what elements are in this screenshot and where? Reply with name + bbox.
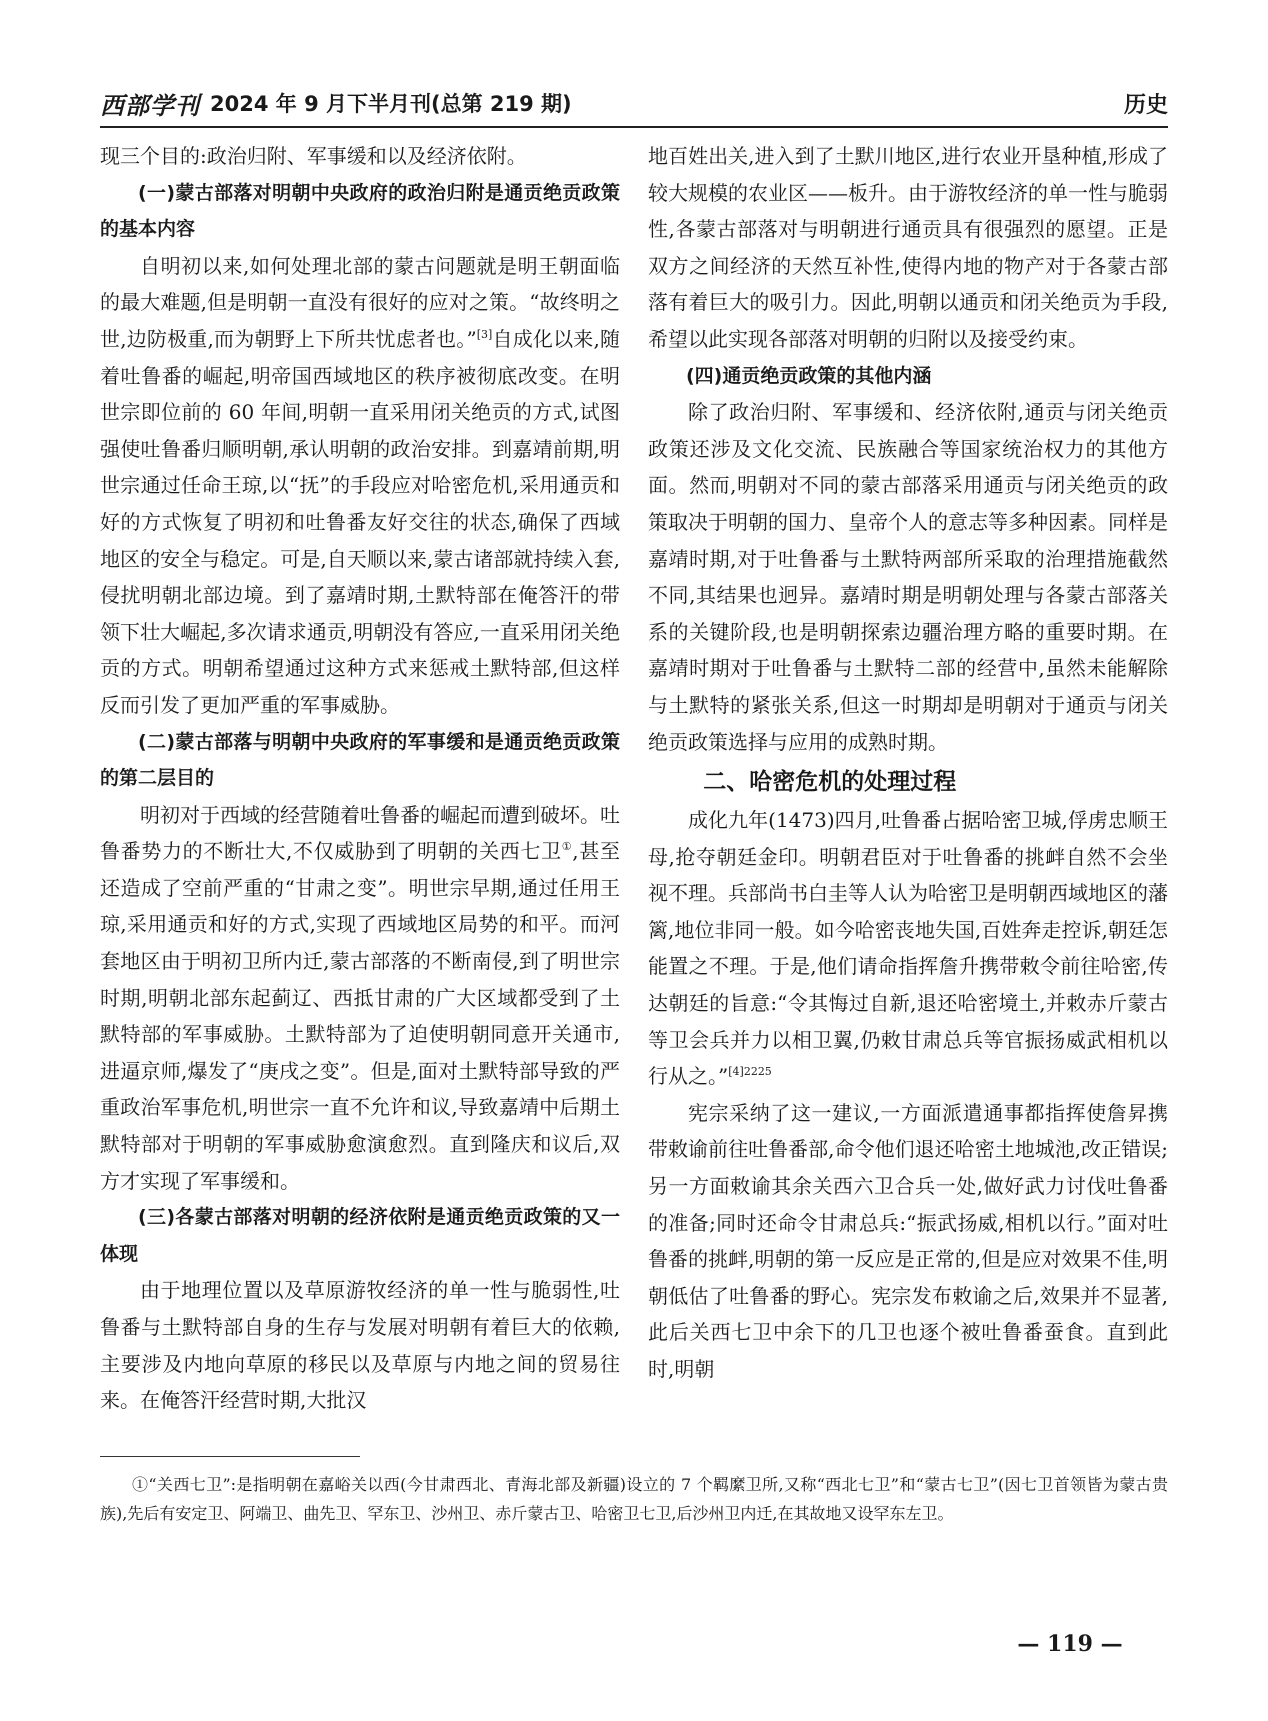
issue-info: 2024 年 9 月下半月刊(总第 219 期) — [210, 92, 572, 116]
journal-logo: 西部学刊 — [100, 91, 200, 120]
page-number: — 119 — — [1017, 1631, 1123, 1657]
paragraph-1 — [100, 248, 620, 724]
subsection-heading-2: (二)蒙古部落与明朝中央政府的军事缓和是通贡绝贡政策的第二层目的 — [100, 730, 620, 790]
footnote-divider — [100, 1456, 360, 1457]
header-divider — [100, 126, 1168, 128]
paragraph-2-part-a: 明初对于西域的经营随着吐鲁番的崛起而遭到破坏。吐鲁番势力的不断壮大,不仅威胁到了明朝的关西七卫 — [100, 802, 620, 864]
citation-ref-3: [3] — [476, 327, 493, 341]
paragraph-intro-continued: 现三个目的:政治归附、军事缓和以及经济依附。 — [100, 144, 527, 168]
paragraph-2 — [100, 797, 620, 1200]
paragraph-3-continued: 地百姓出关,进入到了土默川地区,进行农业开垦种植,形成了较大规模的农业区——板升。由于游牧经济的单一性与脆弱性,各蒙古部落对与明朝进行通贡具有很强烈的愿望。正是双方之间经济的天然互补性,使得内地的物产对于各蒙古部落有着巨大的吸引力。因此,明朝以通贡和闭关绝贡为手段,希望以此实现各部落对明朝的归附以及接受约束。 — [648, 144, 1168, 351]
paragraph-5-text: 成化九年(1473)四月,吐鲁番占据哈密卫城,俘虏忠顺王母,抢夺朝廷金印。明朝君臣对于吐鲁番的挑衅自然不会坐视不理。兵部尚书白圭等人认为哈密卫是明朝西域地区的藩篱,地位非同一般。如今哈密丧地失国,百姓奔走控诉,朝廷怎能置之不理。于是,他们请命指挥詹升携带敕令前往哈密,传达朝廷的旨意:“令其悔过自新,退还哈密境土,并敕赤斤蒙古等卫会兵并力以相卫翼,仍敕甘肃总兵等官振扬威武相机以行从之。” — [648, 808, 1168, 1089]
footnote-marker: ① — [561, 840, 573, 854]
paragraph-2-part-b: ,甚至还造成了空前严重的“甘肃之变”。明世宗早期,通过任用王琼,采用通贡和好的方式,实现了西域地区局势的和平。而河套地区由于明初卫所内迁,蒙古部落的不断南侵,到了明世宗时期,明朝北部东起蓟辽、西抵甘肃的广大区域都受到了土默特部的军事威胁。土默特部为了迫使明朝同意开关通市,进逼京师,爆发了“庚戌之变”。但是,面对土默特部导致的严重政治军事危机,明世宗一直不允许和议,导致嘉靖中后期土默特部对于明朝的军事威胁愈演愈烈。直到隆庆和议后,双方才实现了军事缓和。 — [100, 839, 620, 1193]
running-header — [100, 84, 1168, 124]
subsection-heading-4: (四)通贡绝贡政策的其他内涵 — [686, 364, 932, 387]
paragraph-3: 由于地理位置以及草原游牧经济的单一性与脆弱性,吐鲁番与土默特部自身的生存与发展对明朝有着巨大的依赖,主要涉及内地向草原的移民以及草原与内地之间的贸易往来。在俺答汗经营时期,大批汉 — [100, 1278, 620, 1413]
paragraph-4: 除了政治归附、军事缓和、经济依附,通贡与闭关绝贡政策还涉及文化交流、民族融合等国家统治权力的其他方面。然而,明朝对不同的蒙古部落采用通贡与闭关绝贡的政策取决于明朝的国力、皇帝个人的意志等多种因素。同样是嘉靖时期,对于吐鲁番与土默特两部所采取的治理措施截然不同,其结果也迥异。嘉靖时期是明朝处理与各蒙古部落关系的关键阶段,也是明朝探索边疆治理方略的重要时期。在嘉靖时期对于吐鲁番与土默特二部的经营中,虽然未能解除与土默特的紧张关系,但这一时期却是明朝对于通贡与闭关绝贡政策选择与应用的成熟时期。 — [648, 400, 1168, 754]
left-column — [100, 138, 620, 1419]
paragraph-1-part-b: 自成化以来,随着吐鲁番的崛起,明帝国西域地区的秩序被彻底改变。在明世宗即位前的 60 年间,明朝一直采用闭关绝贡的方式,试图强使吐鲁番归顺明朝,承认明朝的政治安排。到嘉靖前期,明世宗通过任命王琼,以“抚”的手段应对哈密危机,采用通贡和好的方式恢复了明初和吐鲁番友好交往的状态,确保了西域地区的安全与稳定。可是,自天顺以来,蒙古诸部就持续入套,侵扰明朝北部边境。到了嘉靖时期,土默特部在俺答汗的带领下壮大崛起,多次请求通贡,明朝没有答应,一直采用闭关绝贡的方式。明朝希望通过这种方式来惩戒土默特部,但这样反而引发了更加严重的军事威胁。 — [100, 326, 620, 717]
citation-ref-4: [4]2225 — [728, 1065, 772, 1079]
right-column — [648, 138, 1168, 1388]
subsection-heading-1: (一)蒙古部落对明朝中央政府的政治归附是通贡绝贡政策的基本内容 — [100, 181, 620, 241]
paragraph-1-part-a: 自明初以来,如何处理北部的蒙古问题就是明王朝面临的最大难题,但是明朝一直没有很好的应对之策。“故终明之世,边防极重,而为朝野上下所共忧虑者也。” — [100, 253, 620, 351]
section-label: 历史 — [1123, 93, 1168, 118]
section-heading-2: 二、哈密危机的处理过程 — [703, 769, 957, 796]
footnote-text: ①“关西七卫”:是指明朝在嘉峪关以西(今甘肃西北、青海北部及新疆)设立的 7 个羁縻卫所,又称“西北七卫”和“蒙古七卫”(因七卫首领皆为蒙古贵族),先后有安定卫、阿端卫、曲先卫、罕东卫、沙州卫、赤斤蒙古卫、哈密卫七卫,后沙州卫内迁,在其故地又设罕东左卫。 — [100, 1475, 1168, 1523]
paragraph-6: 宪宗采纳了这一建议,一方面派遣通事都指挥使詹昇携带敕谕前往吐鲁番部,命令他们退还哈密土地城池,改正错误;另一方面敕谕其余关西六卫合兵一处,做好武力讨伐吐鲁番的准备;同时还命令甘肃总兵:“振武扬威,相机以行。”面对吐鲁番的挑衅,明朝的第一反应是正常的,但是应对效果不佳,明朝低估了吐鲁番的野心。宪宗发布敕谕之后,效果并不显著,此后关西七卫中余下的几卫也逐个被吐鲁番蚕食。直到此时,明朝 — [648, 1100, 1168, 1381]
paragraph-5 — [648, 802, 1168, 1095]
subsection-heading-3: (三)各蒙古部落对明朝的经济依附是通贡绝贡政策的又一体现 — [100, 1206, 620, 1265]
